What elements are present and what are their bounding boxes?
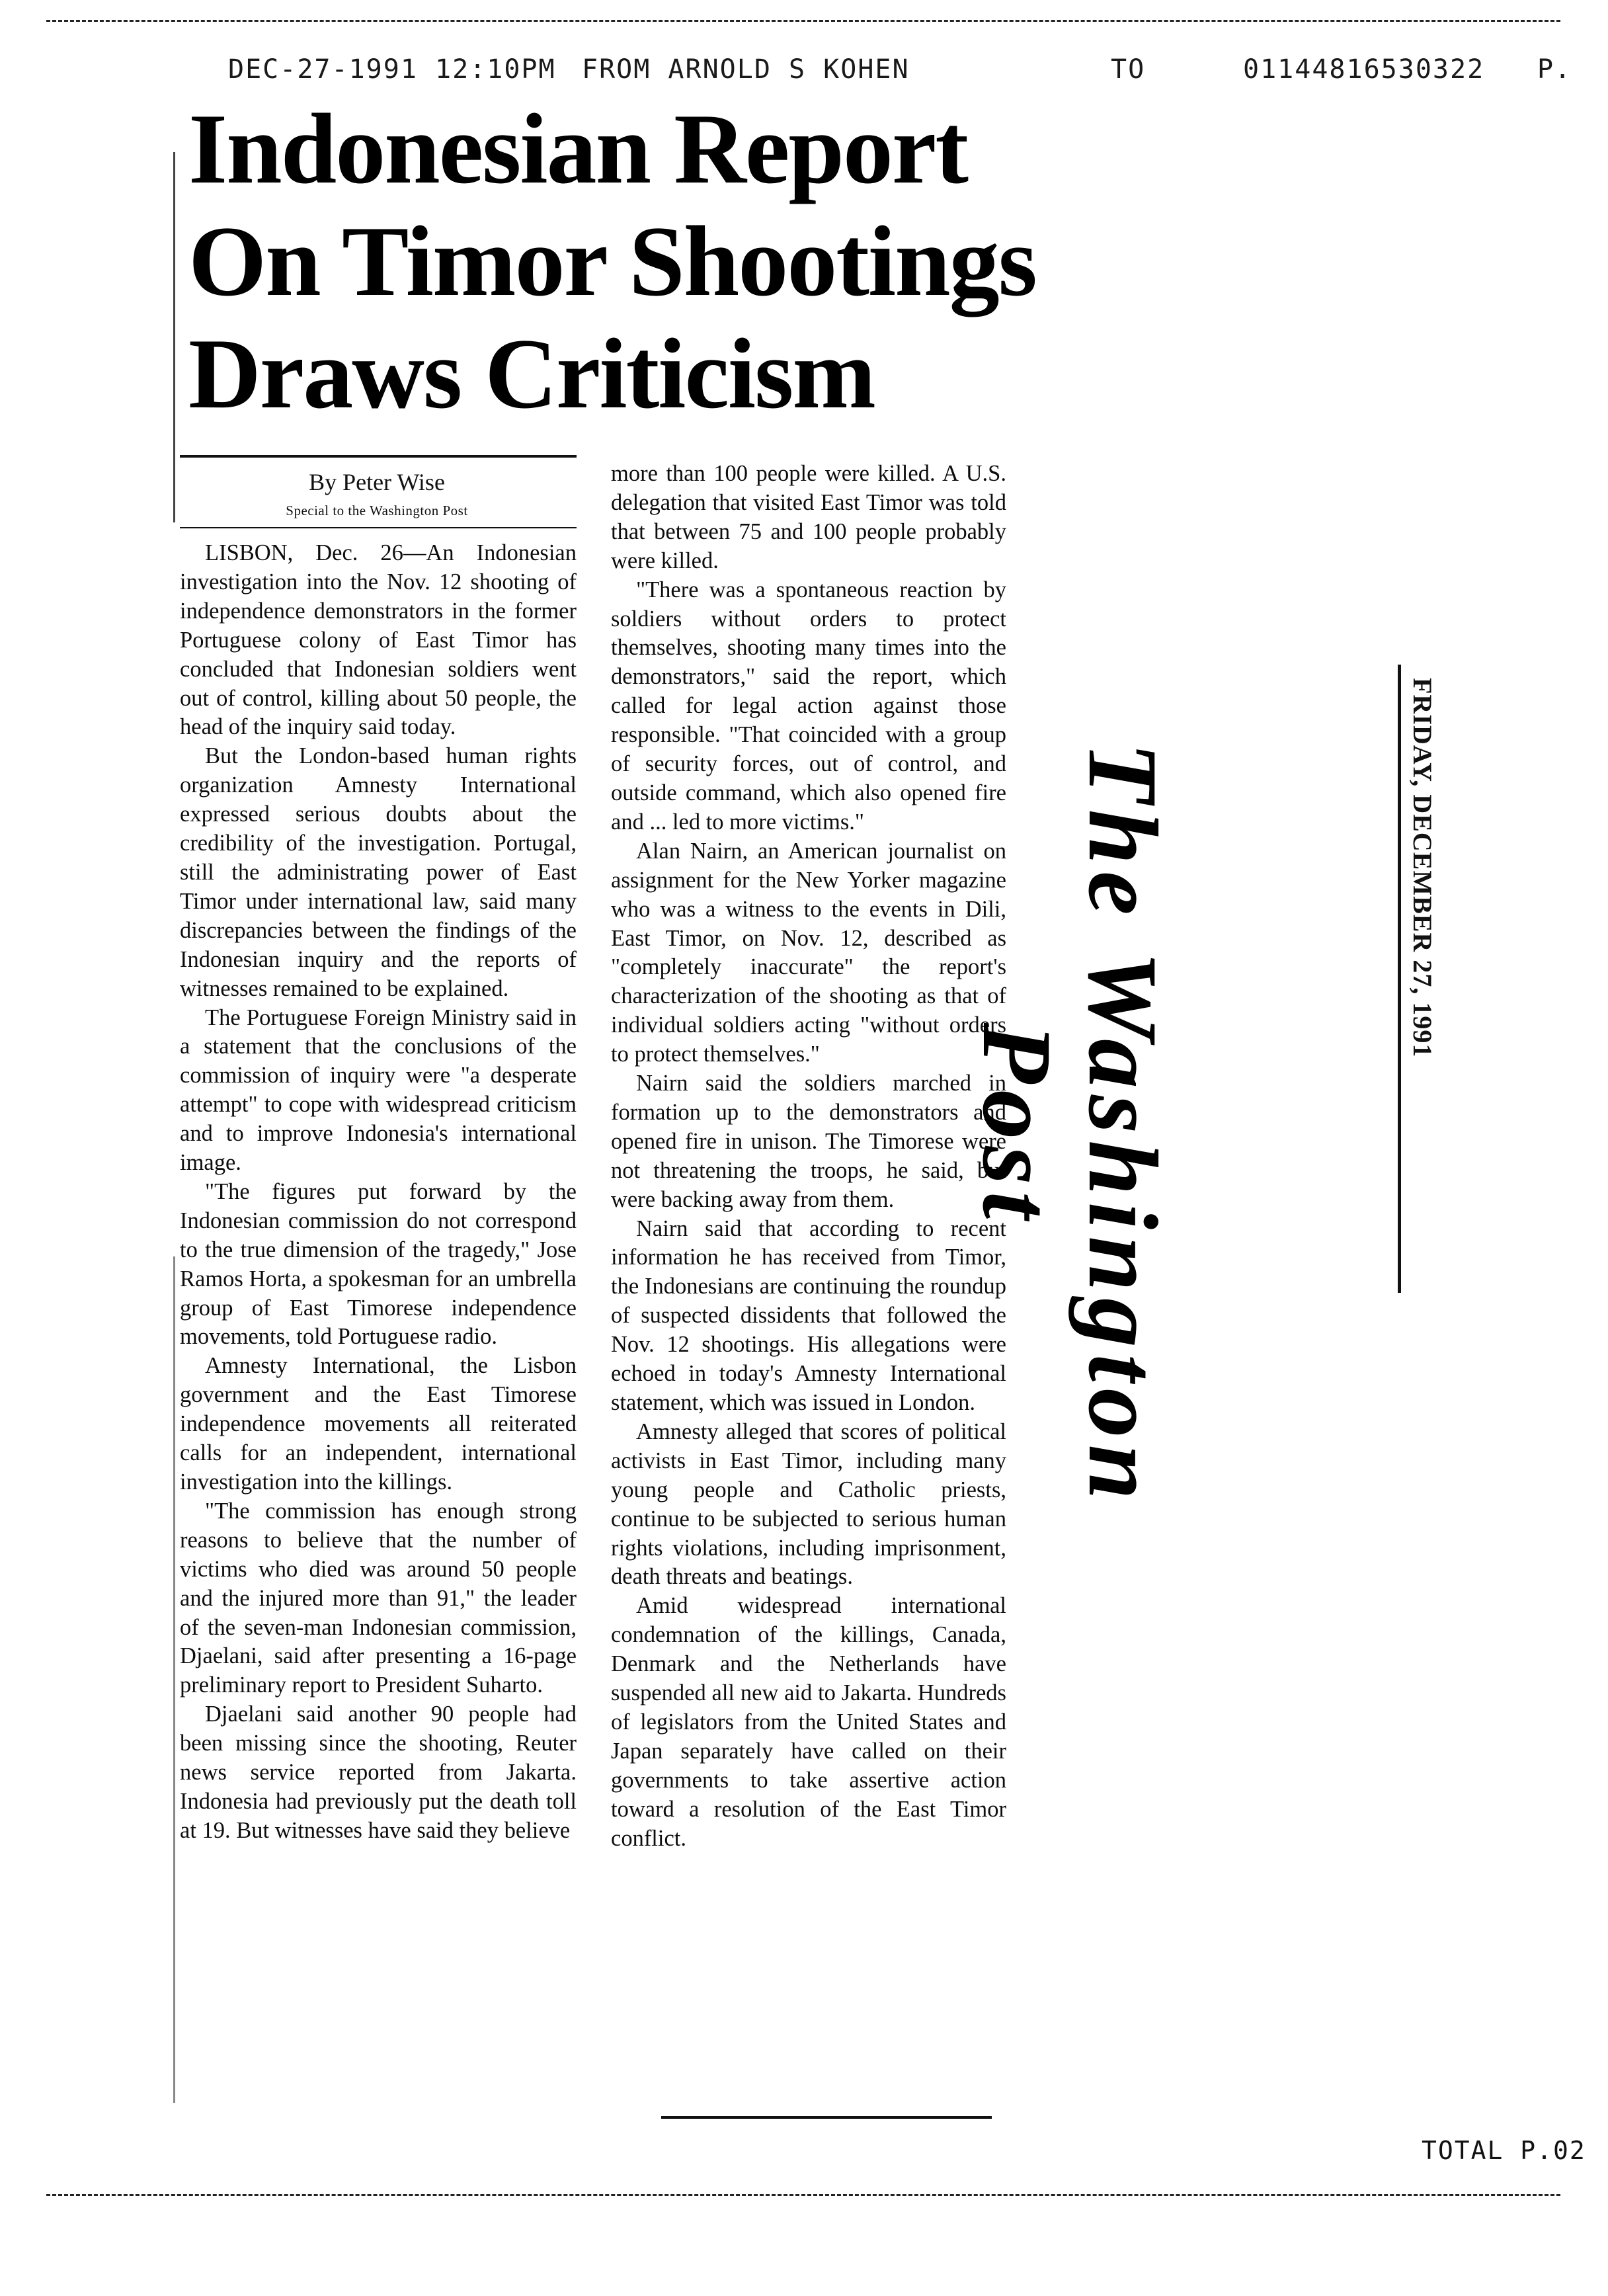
paragraph: Amnesty alleged that scores of political activists in East Timor, including many young people and Catholic priests, continue to be subjected to serious human rights violations, including imprisonment, death threats and beatings. <box>611 1418 1006 1590</box>
paragraph: Nairn said the soldiers marched in formation up to the demonstrators and opened fire in unison. The Timorese were not threatening the troops, he said, but were backing away from them. <box>611 1071 1006 1212</box>
paragraph: LISBON, Dec. 26—An Indonesian investigation into the Nov. 12 shooting of independence demonstrators in the former Portuguese colony of East Timor has concluded that Indonesian soldiers went out of control, killing about 50 people, the head of the inquiry said today. <box>180 540 577 740</box>
end-rule <box>661 2116 992 2119</box>
headline-line-3: Draws Criticism <box>188 318 875 429</box>
fax-total-pages: TOTAL P.02 <box>1422 2136 1586 2165</box>
masthead-name: The Washington Post <box>962 742 1178 1506</box>
article-column-2 <box>611 460 1006 1854</box>
fax-sender: FROM ARNOLD S KOHEN <box>582 54 910 85</box>
headline-line-2: On Timor Shootings <box>188 206 1036 317</box>
newspaper-masthead <box>962 661 1195 1587</box>
headline-line-1: Indonesian Report <box>188 93 967 204</box>
article-column-1 <box>180 539 577 1846</box>
paragraph: Djaelani said another 90 people had been missing since the shooting, Reuter news service reported from Jakarta. Indonesia had previously put the death toll at 19. But witnesses have said they believe <box>180 1702 577 1843</box>
byline: By Peter Wise <box>309 469 445 495</box>
paragraph: The Portuguese Foreign Ministry said in a statement that the conclusions of the commission of inquiry were "a desperate attempt" to cope with widespread criticism and to improve Indonesia's international image. <box>180 1004 577 1176</box>
paragraph: Amnesty International, the Lisbon government and the East Timorese independence movements all reiterated calls for an independent, international investigation into the killings. <box>180 1353 577 1495</box>
paragraph: more than 100 people were killed. A U.S. delegation that visited East Timor was told that between 75 and 100 people probably were killed. <box>611 461 1006 573</box>
fax-date-time: DEC-27-1991 12:10PM <box>228 54 556 85</box>
paragraph: "The commission has enough strong reasons to believe that the number of victims who died was around 50 people and the injured more than 91," the leader of the seven-man Indonesian commission, Djaelani, said after presenting a 16-page preliminary report to President Suharto. <box>180 1498 577 1698</box>
paragraph: Nairn said that according to recent information he has received from Timor, the Indonesians are continuing the roundup of suspected dissidents that followed the Nov. 12 shootings. His allegations were echoed in today's Amnesty International statement, which was issued in London. <box>611 1215 1006 1415</box>
fax-phone-number: 01144816530322 <box>1243 54 1485 85</box>
fax-to-label: TO <box>1111 54 1146 85</box>
publication-date: FRIDAY, DECEMBER 27, 1991 <box>1408 678 1437 1058</box>
paragraph: "The figures put forward by the Indonesian commission do not correspond to the true dimension of the tragedy," Jose Ramos Horta, a spokesman for an umbrella group of East Timorese independence movements, told Portuguese radio. <box>180 1178 577 1350</box>
bottom-scan-edge <box>46 2194 1560 2196</box>
paragraph: Alan Nairn, an American journalist on assignment for the New Yorker magazine who was a witness to the events in Dili, East Timor, on Nov. 12, described as "completely inaccurate" the report's characterization of the shooting as that of individual soldiers acting "without orders to protect themselves." <box>611 838 1006 1067</box>
paragraph: But the London-based human rights organization Amnesty International expressed serious doubts about the credibility of the investigation. Portugal, still the administrating power of East Timor under international law, said many discrepancies between the findings of the Indonesian inquiry and the reports of witnesses remained to be explained. <box>180 743 577 1001</box>
headline-rule <box>180 455 577 458</box>
top-scan-edge <box>46 20 1560 22</box>
byline-affiliation: Special to the Washington Post <box>286 503 468 518</box>
byline-rule <box>180 527 577 528</box>
margin-mark <box>173 152 175 522</box>
fax-page-label: P. <box>1537 54 1572 85</box>
article-headline <box>188 93 1114 430</box>
paragraph: "There was a spontaneous reaction by soldiers without orders to protect themselves, shooting many times into the demonstrators," said the report, which called for legal action against those responsible. "That coincided with a group of security forces, out of control, and outside command, which also opened fire and ... led to more victims." <box>611 577 1006 835</box>
margin-mark <box>173 1256 175 2103</box>
paragraph: Amid widespread international condemnation of the killings, Canada, Denmark and the Netherlands have suspended all new aid to Jakarta. Hundreds of legislators from the United States and Japan separately have called on their governments to take assertive action toward a resolution of the East Timor conflict. <box>611 1593 1006 1851</box>
